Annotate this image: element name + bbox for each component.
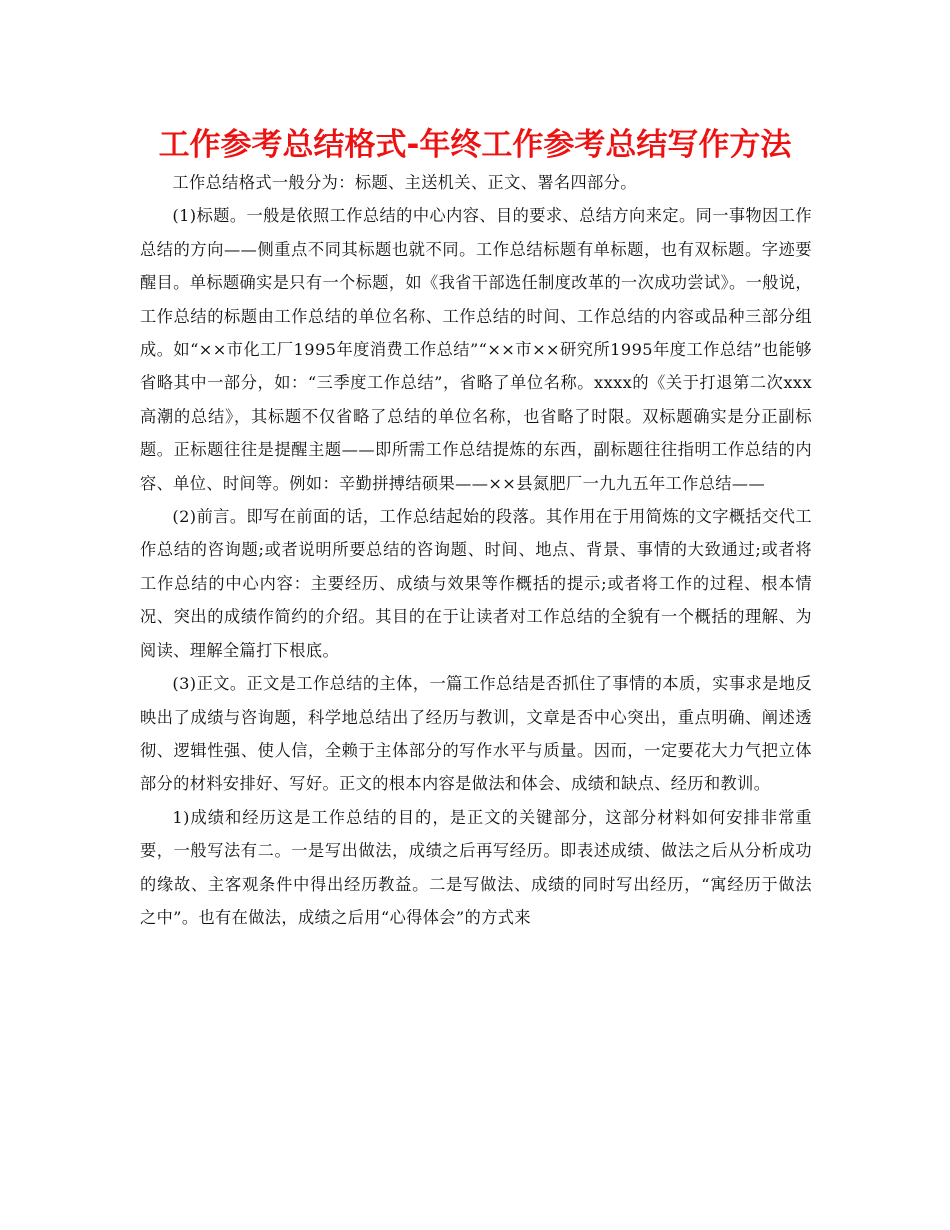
document-title: 工作参考总结格式-年终工作参考总结写作方法 (158, 127, 792, 163)
paragraph-main-text-section: (3)正文。正文是工作总结的主体，一篇工作总结是否抓住了事情的本质，实事求是地反映出了成绩与咨询题，科学地总结出了经历与教训，文章是否中心突出，重点明确、阐述透彻、逻辑性强、使人信，全赖于主体部分的写作水平与质量。因而，一定要花大力气把立体部分的材料安排好、写好。正文的根本内容是做法和体会、成绩和缺点、经历和教训。 (140, 674, 812, 794)
paragraph-preface-section: (2)前言。即写在前面的话，工作总结起始的段落。其作用在于用简炼的文字概括交代工作总结的咨询题;或者说明所要总结的咨询题、时间、地点、背景、事情的大致通过;或者将工作总结的中心内容：主要经历、成绩与效果等作概括的提示;或者将工作的过程、根本情况、突出的成绩作简约的介绍。其目的在于让读者对工作总结的全貌有一个概括的理解、为阅读、理解全篇打下根底。 (140, 507, 812, 660)
paragraph-title-section: (1)标题。一般是依照工作总结的中心内容、目的要求、总结方向来定。同一事物因工作总结的方向——侧重点不同其标题也就不同。工作总结标题有单标题，也有双标题。字迹要醒目。单标题确实是只有一个标题，如《我省干部选任制度改革的一次成功尝试》。一般说，工作总结的标题由工作总结的单位名称、工作总结的时间、工作总结的内容或品种三部分组成。如“××市化工厂1995年度消费工作总结”“××市××研究所1995年度工作总结”也能够省略其中一部分，如：“三季度工作总结”，省略了单位名称。xxxx的《关于打退第二次xxx高潮的总结》，其标题不仅省略了总结的单位名称，也省略了时限。双标题确实是分正副标题。正标题往往是提醒主题——即所需工作总结提炼的东西，副标题往往指明工作总结的内容、单位、时间等。例如：辛勤拼搏结硕果——××县氮肥厂一九九五年工作总结—— (140, 206, 812, 493)
document-body (140, 166, 812, 934)
paragraph-intro: 工作总结格式一般分为：标题、主送机关、正文、署名四部分。 (172, 173, 637, 192)
paragraph-achievements-experience: 1)成绩和经历这是工作总结的目的，是正文的关键部分，这部分材料如何安排非常重要，一般写法有二。一是写出做法，成绩之后再写经历。即表述成绩、做法之后从分析成功的缘故、主客观条件中得出经历教益。二是写做法、成绩的同时写出经历，“寓经历于做法之中”。也有在做法，成绩之后用“心得体会”的方式来 (140, 807, 812, 927)
